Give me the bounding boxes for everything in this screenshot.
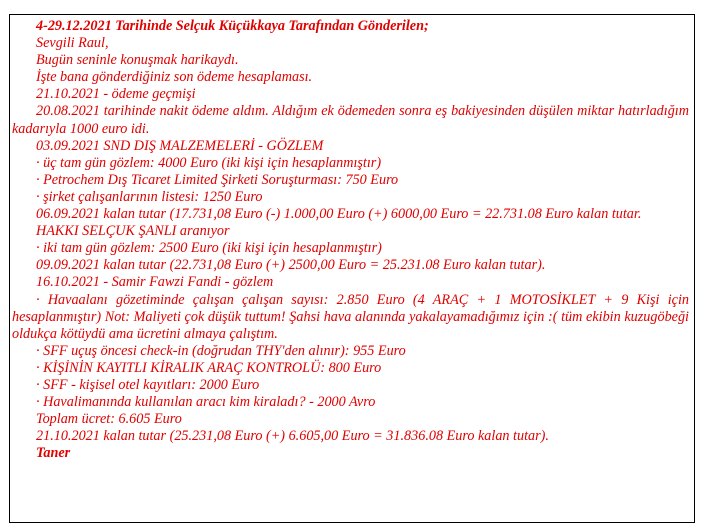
greeting: Sevgili Raul, — [36, 35, 109, 52]
section-3-item: · SFF - kişisel otel kayıtları: 2000 Euro — [36, 376, 260, 393]
intro-line-1: Bugün seninle konuşmak harikaydı. — [36, 52, 239, 69]
section-2-title: HAKKI SELÇUK ŞANLI aranıyor — [36, 223, 230, 240]
section-2-item: · iki tam gün gözlem: 2500 Euro (iki kişi için hesaplanmıştır) — [36, 240, 382, 257]
section-1-item: · üç tam gün gözlem: 4000 Euro (iki kişi için hesaplanmıştır) — [36, 154, 382, 171]
total-fee-line: Toplam ücret: 6.605 Euro — [36, 411, 182, 428]
section-1-item: · Petrochem Dış Ticaret Limited Şirketi Soruşturması: 750 Euro — [36, 171, 399, 188]
balance-3-line: 21.10.2021 kalan tutar (25.231,08 Euro (+) 6.605,00 Euro = 31.836.08 Euro kalan tutar). — [36, 428, 549, 445]
letter-heading: 4-29.12.2021 Tarihinde Selçuk Küçükkaya Tarafından Gönderilen; — [36, 18, 429, 34]
overdue-line: 21.10.2021 - ödeme geçmişi — [36, 86, 196, 103]
airport-surveillance-paragraph: · Havaalanı gözetiminde çalışan çalışan sayısı: 2.850 Euro (4 ARAÇ + 1 MOTOSİKLET + 9 Kişi için hesaplanmıştır) Not: Maliyeti çok düşük tuttum! Şahsi hava alanında yakalayamadığımız için :( tüm ekibin kuzugöbeği oldukça kötüydü ama ücretini almaya çalıştım. — [12, 291, 689, 342]
balance-2-line: 09.09.2021 kalan tutar (22.731,08 Euro (+) 2500,00 Euro = 25.231.08 Euro kalan tutar). — [36, 257, 546, 274]
section-3-item: · SFF uçuş öncesi check-in (doğrudan THY'den alınır): 955 Euro — [36, 342, 406, 359]
section-1-title: 03.09.2021 SND DIŞ MALZEMELERİ - GÖZLEM — [36, 137, 324, 154]
signature: Taner — [36, 445, 71, 462]
balance-1-paragraph: 06.09.2021 kalan tutar (17.731,08 Euro (-) 1.000,00 Euro (+) 6000,00 Euro = 22.731.08 Euro kalan tutar. — [36, 206, 642, 223]
section-1-item: · şirket çalışanlarının listesi: 1250 Euro — [36, 188, 263, 205]
section-3-title: 16.10.2021 - Samir Fawzi Fandi - gözlem — [36, 274, 274, 291]
section-3-item: · Havalimanında kullanılan aracı kim kiraladı? - 2000 Avro — [36, 394, 376, 411]
cash-payment-paragraph: 20.08.2021 tarihinde nakit ödeme aldım. Aldığım ek ödemeden sonra eş bakiyesinden düşülen miktar hatırladığım kadarıyla 1000 euro idi. — [12, 103, 689, 137]
letter-document — [9, 14, 695, 523]
intro-line-2: İşte bana gönderdiğiniz son ödeme hesaplaması. — [36, 69, 313, 86]
section-3-item: · KİŞİNİN KAYITLI KİRALIK ARAÇ KONTROLÜ: 800 Euro — [36, 359, 382, 376]
